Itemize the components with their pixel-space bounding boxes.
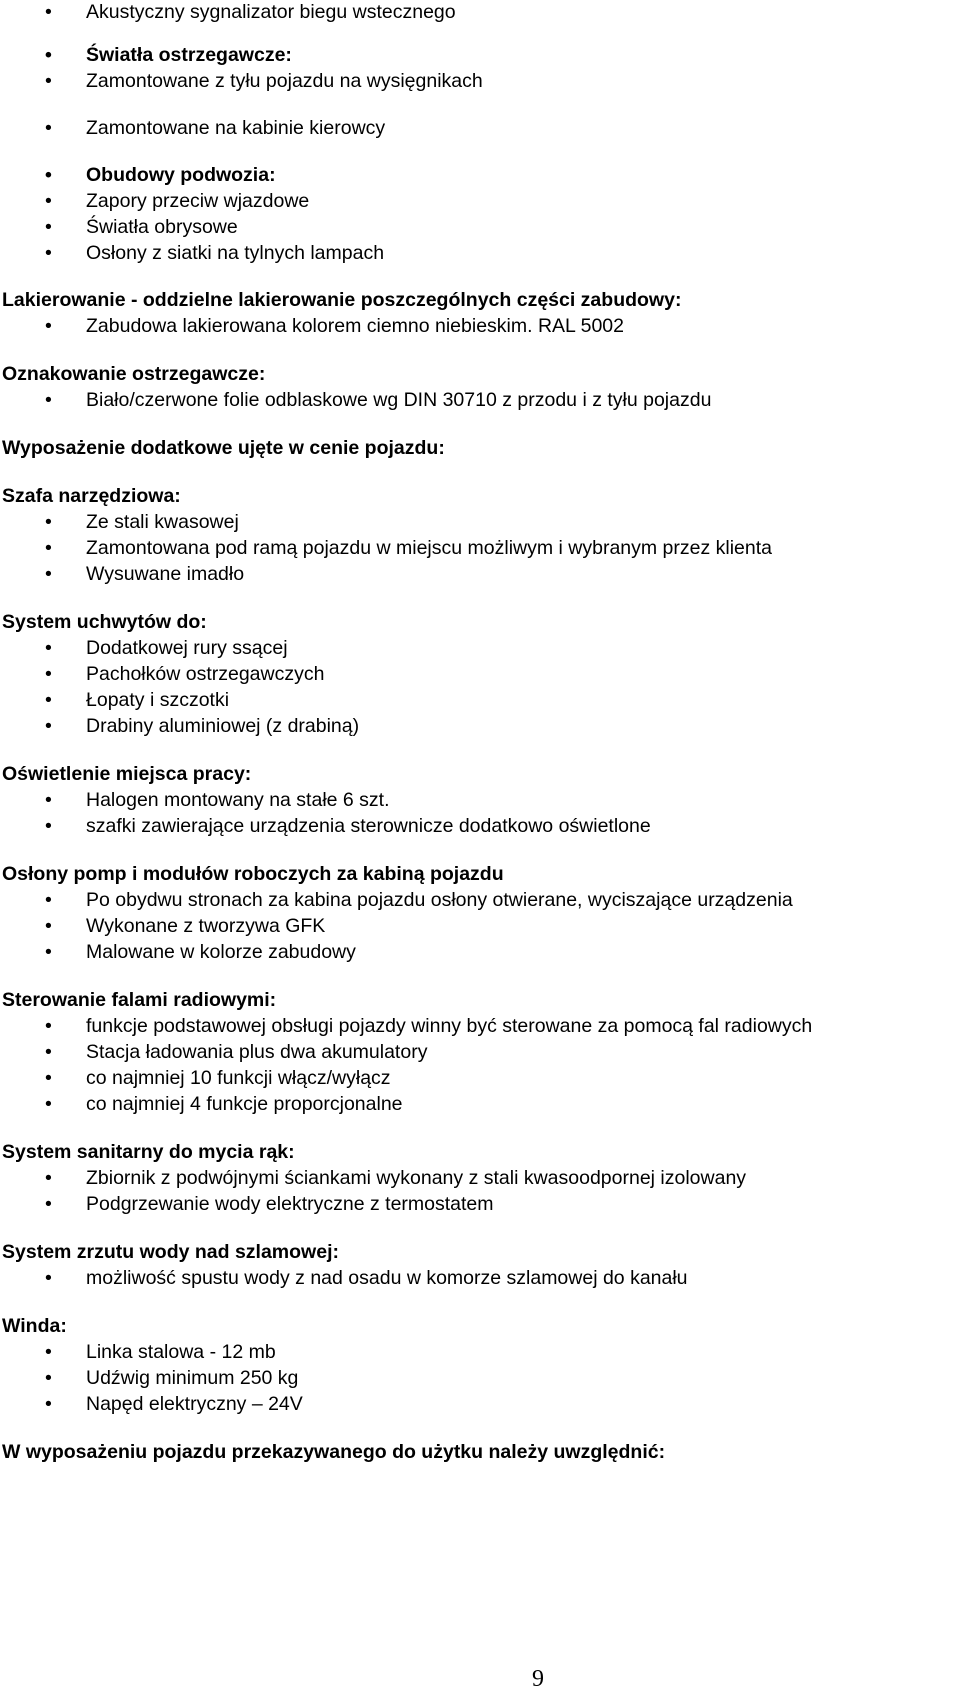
- list-item: • Światła obrysowe: [86, 215, 238, 239]
- list-item: • Wykonane z tworzywa GFK: [86, 914, 325, 938]
- list-item: • Biało/czerwone folie odblaskowe wg DIN 30710 z przodu i z tyłu pojazdu: [86, 388, 711, 412]
- list-item: • Światła ostrzegawcze:: [86, 43, 292, 67]
- section-heading: Oznakowanie ostrzegawcze:: [2, 363, 266, 385]
- list-item: • Drabiny aluminiowej (z drabiną): [86, 714, 359, 738]
- list-item: • Zamontowane z tyłu pojazdu na wysięgnikach: [86, 69, 483, 93]
- list-item: • Łopaty i szczotki: [86, 688, 229, 712]
- list-item: • możliwość spustu wody z nad osadu w komorze szlamowej do kanału: [86, 1266, 688, 1290]
- list-item: • Zbiornik z podwójnymi ściankami wykonany z stali kwasoodpornej izolowany: [86, 1166, 746, 1190]
- section-heading: Sterowanie falami radiowymi:: [2, 989, 277, 1011]
- list-item: • Zamontowana pod ramą pojazdu w miejscu możliwym i wybranym przez klienta: [86, 536, 772, 560]
- list-item: • Dodatkowej rury ssącej: [86, 636, 288, 660]
- list-item: • Osłony z siatki na tylnych lampach: [86, 241, 384, 265]
- list-item: • Napęd elektryczny – 24V: [86, 1392, 303, 1416]
- list-item: • Ze stali kwasowej: [86, 510, 239, 534]
- list-item: • Podgrzewanie wody elektryczne z termostatem: [86, 1192, 494, 1216]
- list-item: • Zabudowa lakierowana kolorem ciemno niebieskim. RAL 5002: [86, 314, 624, 338]
- section-heading: W wyposażeniu pojazdu przekazywanego do użytku należy uwzględnić:: [2, 1441, 666, 1463]
- list-item: • Akustyczny sygnalizator biegu wstecznego: [86, 0, 456, 24]
- section-heading: System sanitarny do mycia rąk:: [2, 1141, 295, 1163]
- list-item: • Malowane w kolorze zabudowy: [86, 940, 356, 964]
- list-item: • Linka stalowa - 12 mb: [86, 1340, 276, 1364]
- list-item: • szafki zawierające urządzenia sterownicze dodatkowo oświetlone: [86, 814, 651, 838]
- section-heading: Szafa narzędziowa:: [2, 485, 181, 507]
- list-item: • co najmniej 4 funkcje proporcjonalne: [86, 1092, 403, 1116]
- section-heading: System uchwytów do:: [2, 611, 207, 633]
- section-heading: Winda:: [2, 1315, 67, 1337]
- list-item: • Udźwig minimum 250 kg: [86, 1366, 298, 1390]
- list-item: • Halogen montowany na stałe 6 szt.: [86, 788, 390, 812]
- section-heading: Lakierowanie - oddzielne lakierowanie poszczególnych części zabudowy:: [2, 289, 682, 311]
- section-heading: System zrzutu wody nad szlamowej:: [2, 1241, 339, 1263]
- list-item: • funkcje podstawowej obsługi pojazdy winny być sterowane za pomocą fal radiowych: [86, 1014, 812, 1038]
- list-item: • Po obydwu stronach za kabina pojazdu osłony otwierane, wyciszające urządzenia: [86, 888, 793, 912]
- list-item: • Zapory przeciw wjazdowe: [86, 189, 309, 213]
- list-item: • Wysuwane imadło: [86, 562, 244, 586]
- list-item: • Stacja ładowania plus dwa akumulatory: [86, 1040, 427, 1064]
- section-heading: Osłony pomp i modułów roboczych za kabiną pojazdu: [2, 863, 504, 885]
- section-heading: Oświetlenie miejsca pracy:: [2, 763, 252, 785]
- list-item: • Pachołków ostrzegawczych: [86, 662, 324, 686]
- list-item: • co najmniej 10 funkcji włącz/wyłącz: [86, 1066, 391, 1090]
- list-item: • Zamontowane na kabinie kierowcy: [86, 116, 385, 140]
- section-heading: Wyposażenie dodatkowe ujęte w cenie pojazdu:: [2, 437, 445, 459]
- page-number: 9: [532, 1666, 544, 1692]
- list-item: • Obudowy podwozia:: [86, 163, 276, 187]
